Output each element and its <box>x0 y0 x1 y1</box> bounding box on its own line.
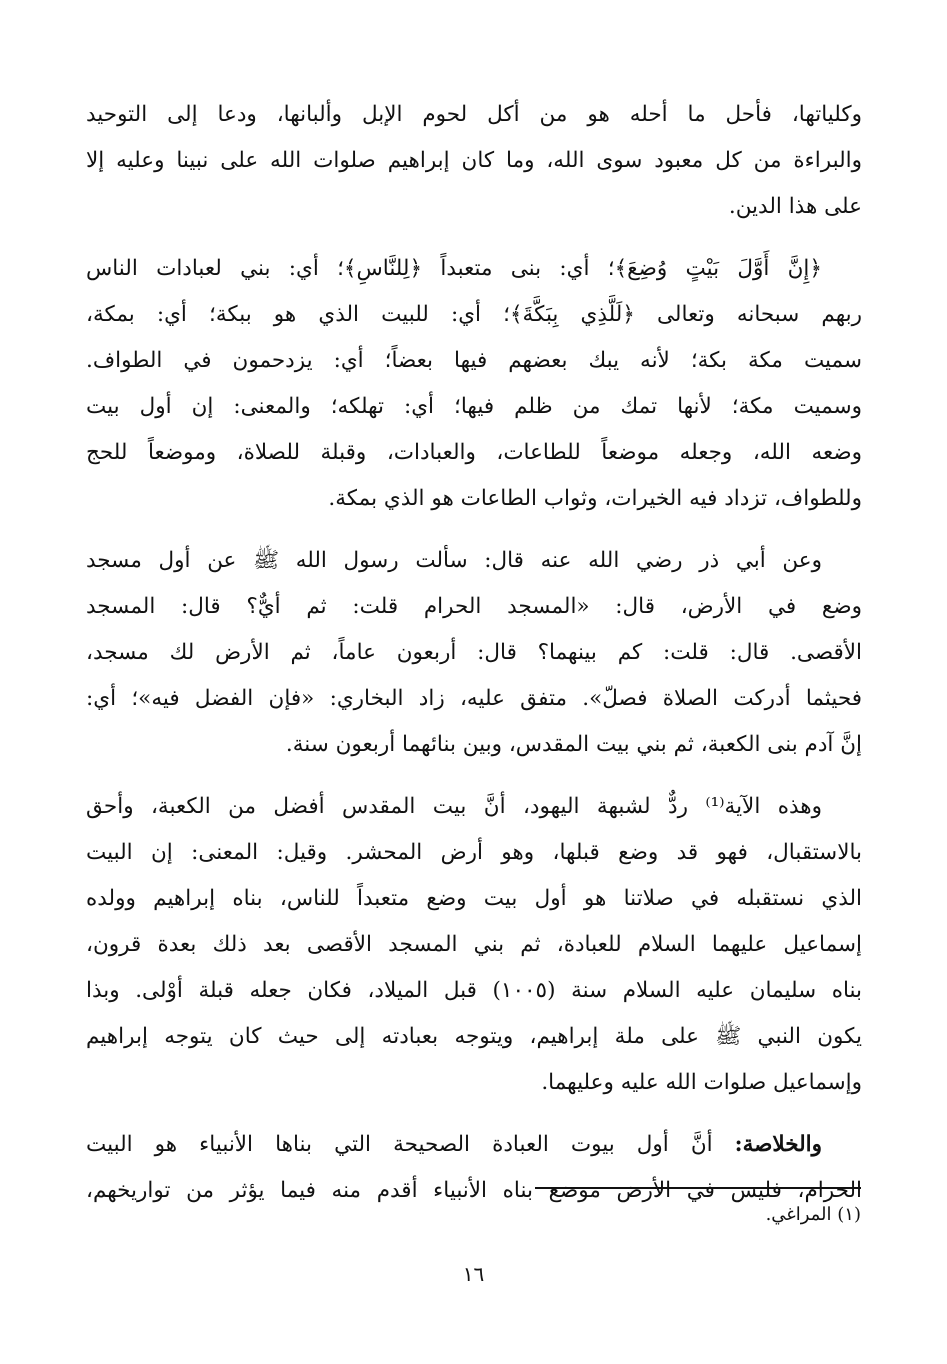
text-line: وضع في الأرض، قال: «المسجد الحرام قلت: ثم أيٌّ؟ قال: المسجد <box>86 594 862 619</box>
paragraph-2 <box>86 246 862 522</box>
text-line: إنَّ آدم بنى الكعبة، ثم بني بيت المقدس، وبين بنائهما أربعون سنة. <box>285 732 862 757</box>
paragraph-3 <box>86 538 862 768</box>
text-line: على هذا الدين. <box>728 194 862 219</box>
text-line: بناه سليمان عليه السلام سنة (١٠٠٥) قبل الميلاد، فكان جعله قبلة أوْلى. وبذا <box>86 978 862 1003</box>
page-number: ١٦ <box>462 1262 485 1286</box>
paragraph-5 <box>86 1122 862 1214</box>
footnote: (١) المراغي. <box>765 1204 861 1225</box>
text-line: والبراءة من كل معبود سوى الله، وما كان إبراهيم صلوات الله على نبينا وعليه إلا <box>86 148 862 173</box>
footnote-divider <box>535 1187 861 1189</box>
paragraph-1 <box>86 92 862 230</box>
text-line: وسميت مكة؛ لأنها تمك من ظلم فيها؛ أي: تهلكه؛ والمعنى: إن أول بيت <box>86 394 862 419</box>
text-line: وهذه الآية⁽¹⁾ ردٌّ لشبهة اليهود، أنَّ بيت المقدس أفضل من الكعبة، وأحق <box>86 794 822 819</box>
text-line: ربهم سبحانه وتعالى ﴿لَلَّذِي بِبَكَّةَ﴾؛ أي: للبيت الذي هو ببكة؛ أي: بمكة، <box>86 302 862 327</box>
text-line: وللطواف، تزداد فيه الخيرات، وثواب الطاعات هو الذي بمكة. <box>328 486 862 511</box>
text-line: الذي نستقبله في صلاتنا هو أول بيت وضع متعبداً للناس، بناه إبراهيم وولده <box>86 886 862 911</box>
text-line: وكلياتها، فأحل ما أحله هو من أكل لحوم الإبل وألبانها، ودعا إلى التوحيد <box>86 102 862 127</box>
text-line: وإسماعيل صلوات الله عليه وعليهما. <box>541 1070 862 1095</box>
text-line: بالاستقبال، فهو قد وضع قبلها، وهو أرض المحشر. وقيل: المعنى: إن البيت <box>86 840 862 865</box>
page-body <box>86 92 862 1230</box>
text-line: إسماعيل عليهما السلام للعبادة، ثم بني المسجد الأقصى بعد ذلك بعدة قرون، <box>86 932 862 957</box>
summary-text: أنَّ أول بيوت العبادة الصحيحة التي بناها الأنبياء هو البيت <box>86 1132 735 1157</box>
text-line: يكون النبي ﷺ على ملة إبراهيم، ويتوجه بعبادته إلى حيث كان يتوجه إبراهيم <box>86 1024 862 1049</box>
text-line: الحرام، فليس في الأرض موضع بناه الأنبياء أقدم منه فيما يؤثر من تواريخهم، <box>86 1178 862 1203</box>
text-line: وضعه الله، وجعله موضعاً للطاعات، والعبادات، وقبلة للصلاة، وموضعاً للحج <box>86 440 862 465</box>
summary-label: والخلاصة: <box>734 1132 822 1157</box>
text-line: الأقصى. قال: قلت: كم بينهما؟ قال: أربعون عاماً، ثم الأرض لك مسجد، <box>86 640 862 665</box>
text-line: فحيثما أدركت الصلاة فصلّ». متفق عليه، زاد البخاري: «فإن الفضل فيه»؛ أي: <box>86 686 862 711</box>
text-line <box>86 1122 862 1168</box>
paragraph-4 <box>86 784 862 1106</box>
text-line: ﴿إِنَّ أَوَّلَ بَيْتٍ وُضِعَ﴾؛ أي: بنى متعبداً ﴿لِلنَّاسِ﴾؛ أي: بني لعبادات الناس <box>86 256 822 281</box>
text-line: وعن أبي ذر رضي الله عنه قال: سألت رسول الله ﷺ عن أول مسجد <box>86 548 822 573</box>
text-line: سميت مكة بكة؛ لأنه يبك بعضهم فيها بعضاً؛ أي: يزدحمون في الطواف. <box>86 348 862 373</box>
